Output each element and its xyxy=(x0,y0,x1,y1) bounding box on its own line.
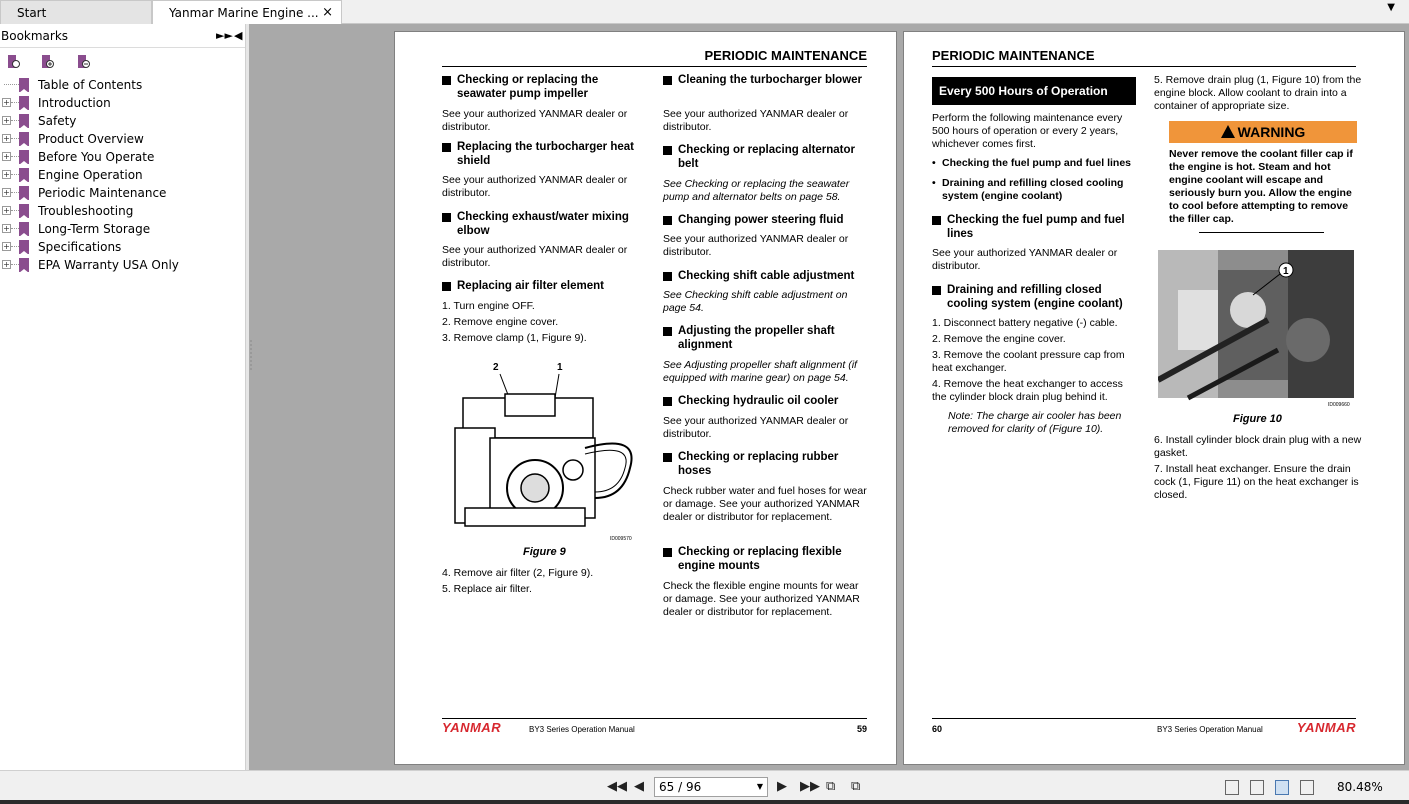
figure-caption: Figure 10 xyxy=(1233,413,1282,425)
pdf-page-59 xyxy=(394,31,897,765)
section-heading: Checking or replacing rubber hoses xyxy=(663,450,868,478)
next-view-icon[interactable]: ⧉ xyxy=(851,779,861,794)
expand-icon[interactable]: + xyxy=(3,224,10,233)
step-text: 4. Remove the heat exchanger to access the cylinder block drain plug behind it. xyxy=(932,378,1123,403)
page-header: PERIODIC MAINTENANCE xyxy=(704,48,867,63)
header-rule xyxy=(442,66,867,67)
expand-icon[interactable]: + xyxy=(3,242,10,251)
step-text: 1. Disconnect battery negative (-) cable. xyxy=(932,317,1118,329)
close-icon[interactable]: × xyxy=(322,5,333,20)
bookmark-label: Before You Operate xyxy=(38,150,155,164)
section-heading: Checking exhaust/water mixing elbow xyxy=(442,210,642,238)
engine-photo-figure-10 xyxy=(1158,250,1354,408)
warning-text: Never remove the coolant filler cap if the engine is hot. Steam and hot engine coolant will escape and seriously burn you. Allow the engine to cool before attempting to remove the filler cap. xyxy=(1169,148,1353,225)
bookmark-expand-icon[interactable] xyxy=(6,54,20,70)
section-text: See your authorized YANMAR dealer or distributor. xyxy=(442,244,628,269)
tab-bar xyxy=(0,0,1409,24)
tab-start-label: Start xyxy=(17,6,47,20)
step-text: 5. Remove drain plug (1, Figure 10) from the engine block. Allow coolant to drain into a container of appropriate size. xyxy=(1154,74,1362,112)
bookmark-label: Safety xyxy=(38,114,77,128)
bookmark-icon xyxy=(19,186,29,200)
bullet-item: • Checking the fuel pump and fuel lines xyxy=(932,157,1132,169)
bookmarks-header xyxy=(0,24,245,48)
step-text: 4. Remove air filter (2, Figure 9). xyxy=(442,567,594,579)
section-heading: Checking or replacing alternator belt xyxy=(663,143,868,171)
step-text: 3. Remove the coolant pressure cap from heat exchanger. xyxy=(932,349,1125,374)
bookmark-label: Specifications xyxy=(38,240,122,254)
menu-caret-icon[interactable]: ▼ xyxy=(1387,2,1395,13)
bookmark-icon xyxy=(19,132,29,146)
engine-figure-9 xyxy=(445,358,645,543)
zoom-level[interactable]: 80.48% xyxy=(1337,780,1383,794)
hide-panel-icon[interactable]: ◀ xyxy=(234,29,243,42)
figure-code: ID009660 xyxy=(1328,402,1350,408)
bookmarks-panel xyxy=(0,24,246,770)
bookmark-label: Product Overview xyxy=(38,132,144,146)
yanmar-logo: YANMAR xyxy=(1296,720,1356,735)
figure-callout: 1 xyxy=(1283,266,1289,277)
expand-icon[interactable]: + xyxy=(3,206,10,215)
bookmark-label: Table of Contents xyxy=(38,78,143,92)
taskbar-strip xyxy=(0,800,1409,804)
section-heading: Checking or replacing flexible engine mounts xyxy=(663,545,868,573)
last-page-icon[interactable]: ▶▶ xyxy=(800,779,820,794)
section-heading: Checking hydraulic oil cooler xyxy=(663,394,868,408)
footer-rule xyxy=(442,718,867,719)
tab-document-label: Yanmar Marine Engine ... xyxy=(169,6,319,20)
bookmark-add-icon[interactable] xyxy=(40,54,54,70)
manual-title: BY3 Series Operation Manual xyxy=(1157,725,1263,734)
bookmark-icon xyxy=(19,204,29,218)
bookmark-item-safety[interactable] xyxy=(0,112,246,130)
bookmarks-title: Bookmarks xyxy=(1,29,69,43)
interval-banner: Every 500 Hours of Operation xyxy=(932,77,1136,105)
bookmarks-toolbar xyxy=(0,48,245,76)
bookmark-label: Introduction xyxy=(38,96,111,110)
note-text: Note: The charge air cooler has been removed for clarity of (Figure 10). xyxy=(948,410,1122,435)
tab-start[interactable] xyxy=(0,0,152,24)
bookmark-item-table-of-contents[interactable] xyxy=(0,76,246,94)
splitter-grip[interactable] xyxy=(250,340,252,370)
warning-banner xyxy=(1169,121,1357,143)
section-heading: Cleaning the turbocharger blower xyxy=(663,73,868,87)
bookmark-icon xyxy=(19,222,29,236)
previous-view-icon[interactable]: ⧉ xyxy=(826,779,836,794)
page-number: 60 xyxy=(932,724,943,734)
bookmark-item-product-overview[interactable] xyxy=(0,130,246,148)
section-text: See your authorized YANMAR dealer or distributor. xyxy=(663,415,849,440)
next-page-icon[interactable]: ▶ xyxy=(777,779,787,794)
section-heading: Checking shift cable adjustment xyxy=(663,269,868,283)
section-text: See your authorized YANMAR dealer or distributor. xyxy=(663,233,849,258)
step-text: 6. Install cylinder block drain plug with a new gasket. xyxy=(1154,434,1362,459)
bookmark-item-epa-warranty[interactable] xyxy=(0,256,246,274)
page-header: PERIODIC MAINTENANCE xyxy=(932,48,1095,63)
section-text: See your authorized YANMAR dealer or distributor. xyxy=(442,108,628,133)
page-number-field[interactable] xyxy=(654,777,768,797)
single-page-view-icon[interactable] xyxy=(1225,780,1239,795)
expand-icon[interactable]: + xyxy=(3,116,10,125)
expand-icon[interactable]: + xyxy=(3,188,10,197)
intro-text: Perform the following maintenance every 500 hours of operation or every 2 years, whichever comes first. xyxy=(932,112,1123,150)
bookmark-item-introduction[interactable] xyxy=(0,94,246,112)
bookmark-item-troubleshooting[interactable] xyxy=(0,202,246,220)
navigation-toolbar xyxy=(0,770,1409,804)
header-rule xyxy=(932,66,1356,67)
bookmark-label: Engine Operation xyxy=(38,168,143,182)
warning-icon xyxy=(1221,125,1235,138)
bookmark-label: Troubleshooting xyxy=(38,204,134,218)
yanmar-logo: YANMAR xyxy=(442,720,502,735)
figure-caption: Figure 9 xyxy=(523,546,566,558)
expand-icon[interactable]: + xyxy=(3,260,10,269)
section-heading: Adjusting the propeller shaft alignment xyxy=(663,324,868,352)
first-page-icon[interactable]: ◀◀ xyxy=(607,779,627,794)
manual-title: BY3 Series Operation Manual xyxy=(529,725,635,734)
bookmark-item-specifications[interactable] xyxy=(0,238,246,256)
section-heading: Replacing air filter element xyxy=(442,279,642,293)
previous-page-icon[interactable]: ◀ xyxy=(634,779,644,794)
bookmark-icon xyxy=(19,78,29,92)
step-text: 3. Remove clamp (1, Figure 9). xyxy=(442,332,587,344)
expand-icon[interactable]: + xyxy=(3,98,10,107)
bookmark-icon xyxy=(19,114,29,128)
section-heading: Changing power steering fluid xyxy=(663,213,868,227)
section-text: See your authorized YANMAR dealer or distributor. xyxy=(932,247,1118,272)
continuous-view-icon[interactable] xyxy=(1250,780,1264,795)
chevron-down-icon[interactable]: ▼ xyxy=(756,782,763,791)
expand-icon[interactable]: + xyxy=(3,134,10,143)
bookmark-list xyxy=(0,76,246,274)
section-text: See Checking shift cable adjustment on page 54. xyxy=(663,289,848,314)
page-number: 59 xyxy=(856,724,867,734)
continuous-facing-view-icon[interactable] xyxy=(1300,780,1314,795)
figure-callout: 1 xyxy=(557,362,563,373)
section-heading: Replacing the turbocharger heat shield xyxy=(442,140,642,168)
page-number-value: 65 / 96 xyxy=(659,780,702,794)
section-heading: Draining and refilling closed cooling system (engine coolant) xyxy=(932,283,1137,311)
bookmark-item-periodic-maintenance[interactable] xyxy=(0,184,246,202)
step-text: 2. Remove the engine cover. xyxy=(932,333,1066,345)
bookmark-label: EPA Warranty USA Only xyxy=(38,258,179,272)
step-text: 2. Remove engine cover. xyxy=(442,316,559,328)
section-text: See your authorized YANMAR dealer or distributor. xyxy=(442,174,628,199)
footer-rule xyxy=(932,718,1356,719)
bookmark-goto-icon[interactable] xyxy=(76,54,90,70)
bullet-item: • Draining and refilling closed cooling system (engine coolant) xyxy=(932,177,1124,202)
pdf-page-60 xyxy=(903,31,1405,765)
expand-icon[interactable]: + xyxy=(3,152,10,161)
figure-code: ID009570 xyxy=(610,536,632,542)
bookmark-item-before-you-operate[interactable] xyxy=(0,148,246,166)
expand-icon[interactable]: + xyxy=(3,170,10,179)
section-heading: Checking or replacing the seawater pump impeller xyxy=(442,73,642,101)
section-text: See Checking or replacing the seawater pump and alternator belts on page 58. xyxy=(663,178,850,203)
step-text: 5. Replace air filter. xyxy=(442,583,532,595)
bookmark-icon xyxy=(19,150,29,164)
figure-callout: 2 xyxy=(493,362,499,373)
bookmark-icon xyxy=(19,240,29,254)
section-text: Check rubber water and fuel hoses for wear or damage. See your authorized YANMAR dealer or distributor for replacement. xyxy=(663,485,867,523)
bookmark-label: Long-Term Storage xyxy=(38,222,151,236)
bookmark-item-engine-operation[interactable] xyxy=(0,166,246,184)
bookmark-icon xyxy=(19,258,29,272)
section-heading: Checking the fuel pump and fuel lines xyxy=(932,213,1137,241)
warning-rule xyxy=(1199,232,1324,233)
section-text: See your authorized YANMAR dealer or distributor. xyxy=(663,108,849,133)
collapse-panel-icon[interactable]: ►► xyxy=(216,29,233,42)
facing-view-icon[interactable] xyxy=(1275,780,1289,795)
warning-title: WARNING xyxy=(1237,124,1306,140)
section-text: Check the flexible engine mounts for wear or damage. See your authorized YANMAR dealer or distributor for replacement. xyxy=(663,580,860,618)
step-text: 1. Turn engine OFF. xyxy=(442,300,535,312)
section-text: See Adjusting propeller shaft alignment (if equipped with marine gear) on page 54. xyxy=(663,359,857,384)
bookmark-icon xyxy=(19,168,29,182)
bookmark-label: Periodic Maintenance xyxy=(38,186,167,200)
tab-document[interactable] xyxy=(152,0,342,24)
step-text: 7. Install heat exchanger. Ensure the drain cock (1, Figure 11) on the heat exchanger is closed. xyxy=(1154,463,1359,501)
bookmark-item-long-term-storage[interactable] xyxy=(0,220,246,238)
bookmark-icon xyxy=(19,96,29,110)
